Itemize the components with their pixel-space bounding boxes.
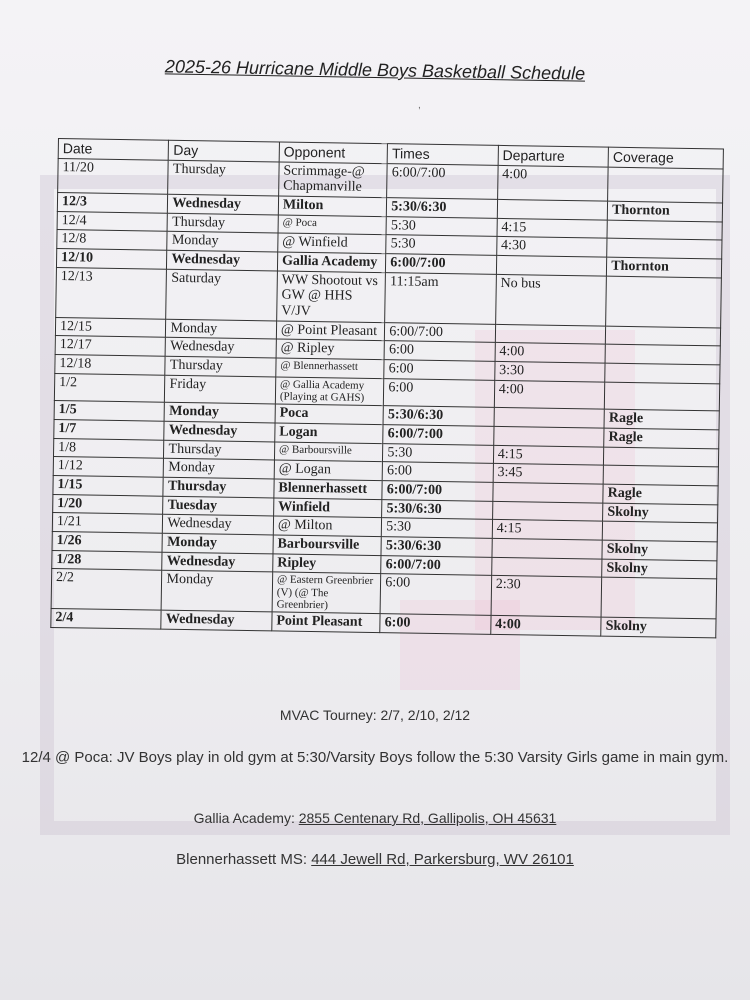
cell-day: Tuesday bbox=[163, 496, 274, 516]
cell-coverage bbox=[605, 382, 720, 411]
cell-departure: 2:30 bbox=[491, 576, 602, 618]
cell-date: 1/5 bbox=[54, 401, 165, 421]
cell-date: 12/18 bbox=[55, 355, 166, 375]
cell-departure: 4:15 bbox=[497, 218, 608, 238]
cell-times: 6:00 bbox=[384, 341, 495, 361]
cell-opponent: @ Milton bbox=[273, 516, 382, 536]
cell-date: 12/15 bbox=[55, 317, 166, 337]
cell-date: 1/20 bbox=[53, 494, 164, 514]
cell-times: 5:30/6:30 bbox=[382, 499, 493, 519]
cell-date: 1/8 bbox=[53, 438, 164, 458]
cell-times: 5:30 bbox=[383, 443, 494, 463]
cell-departure: 4:15 bbox=[492, 520, 603, 540]
cell-day: Monday bbox=[164, 459, 275, 479]
cell-opponent: @ Barboursville bbox=[274, 442, 383, 462]
header-coverage: Coverage bbox=[608, 147, 723, 168]
schedule-table bbox=[50, 138, 724, 638]
cell-date: 1/2 bbox=[54, 373, 165, 402]
cell-departure: 4:00 bbox=[494, 380, 605, 409]
cell-day: Thursday bbox=[163, 477, 274, 497]
header-day: Day bbox=[169, 140, 280, 161]
cell-times: 6:00 bbox=[384, 360, 495, 380]
cell-day: Wednesday bbox=[161, 611, 272, 631]
header-date: Date bbox=[58, 139, 169, 160]
blennerhassett-label: Blennerhassett MS: bbox=[176, 851, 308, 868]
cell-day: Saturday bbox=[166, 269, 277, 321]
cell-opponent: Blennerhassett bbox=[274, 479, 383, 499]
cell-opponent: Ripley bbox=[273, 554, 382, 574]
cell-day: Wednesday bbox=[168, 194, 279, 214]
cell-day: Wednesday bbox=[167, 250, 278, 270]
cell-day: Wednesday bbox=[162, 552, 273, 572]
cell-opponent: @ Gallia Academy (Playing at GAHS) bbox=[275, 377, 384, 406]
cell-coverage bbox=[603, 465, 718, 485]
gallia-label: Gallia Academy: bbox=[193, 810, 295, 826]
cell-day: Thursday bbox=[168, 160, 279, 196]
cell-departure bbox=[493, 426, 604, 446]
cell-day: Wednesday bbox=[166, 338, 277, 358]
cell-coverage: Skolny bbox=[602, 540, 717, 560]
cell-coverage bbox=[602, 521, 717, 541]
cell-opponent: @ Point Pleasant bbox=[276, 321, 385, 341]
cell-date: 1/28 bbox=[52, 550, 163, 570]
cell-times: 6:00/7:00 bbox=[387, 163, 498, 199]
cell-departure: 4:00 bbox=[491, 616, 602, 636]
cell-coverage: Ragle bbox=[604, 409, 719, 429]
header-times: Times bbox=[387, 144, 498, 165]
cell-date: 11/20 bbox=[58, 158, 169, 194]
cell-date: 1/12 bbox=[53, 457, 164, 477]
cell-coverage: Thornton bbox=[607, 257, 722, 277]
cell-opponent: @ Eastern Greenbrier (V) (@ The Greenbrier) bbox=[272, 572, 381, 614]
cell-times: 6:00/7:00 bbox=[385, 322, 496, 342]
cell-departure bbox=[491, 557, 602, 577]
cell-coverage: Ragle bbox=[603, 484, 718, 504]
cell-day: Thursday bbox=[165, 356, 276, 376]
cell-times: 6:00 bbox=[384, 378, 495, 407]
cell-day: Friday bbox=[165, 375, 276, 404]
cell-opponent: WW Shootout vs GW @ HHS V/JV bbox=[277, 271, 386, 323]
cell-times: 6:00/7:00 bbox=[382, 481, 493, 501]
blennerhassett-address: 444 Jewell Rd, Parkersburg, WV 26101 bbox=[311, 851, 574, 868]
poca-note: 12/4 @ Poca: JV Boys play in old gym at 5:30/Varsity Boys follow the 5:30 Varsity Girls game in main gym. bbox=[21, 749, 729, 766]
header-opponent: Opponent bbox=[279, 142, 388, 163]
cell-times: 6:00/7:00 bbox=[383, 425, 494, 445]
cell-coverage bbox=[607, 238, 722, 258]
tourney-note: MVAC Tourney: 2/7, 2/10, 2/12 bbox=[279, 707, 471, 723]
cell-times: 5:30 bbox=[386, 216, 497, 236]
cell-date: 1/15 bbox=[53, 476, 164, 496]
cell-date: 1/7 bbox=[54, 420, 165, 440]
cell-times: 6:00 bbox=[380, 614, 491, 634]
cell-opponent: @ Logan bbox=[274, 460, 383, 480]
cell-times: 5:30/6:30 bbox=[387, 198, 498, 218]
cell-opponent: Logan bbox=[275, 423, 384, 443]
cell-day: Monday bbox=[162, 571, 273, 613]
cell-coverage: Thornton bbox=[608, 201, 723, 221]
cell-date: 12/3 bbox=[57, 193, 168, 213]
cell-times: 11:15am bbox=[385, 272, 496, 324]
cell-date: 2/2 bbox=[51, 569, 162, 611]
cell-day: Monday bbox=[167, 232, 278, 252]
cell-coverage: Skolny bbox=[601, 617, 716, 637]
stray-mark: , bbox=[418, 100, 421, 111]
cell-day: Thursday bbox=[168, 213, 279, 233]
cell-day: Monday bbox=[162, 533, 273, 553]
cell-day: Monday bbox=[166, 319, 277, 339]
cell-date: 12/4 bbox=[57, 211, 168, 231]
cell-departure bbox=[492, 538, 603, 558]
cell-coverage bbox=[606, 276, 722, 328]
gallia-address: 2855 Centenary Rd, Gallipolis, OH 45631 bbox=[298, 810, 557, 826]
page-title: 2025-26 Hurricane Middle Boys Basketball Schedule bbox=[164, 56, 586, 84]
cell-times: 6:00/7:00 bbox=[381, 555, 492, 575]
cell-day: Wednesday bbox=[164, 421, 275, 441]
cell-date: 1/21 bbox=[52, 513, 163, 533]
cell-coverage bbox=[606, 326, 721, 346]
cell-departure: 3:45 bbox=[493, 464, 604, 484]
cell-departure: 4:30 bbox=[496, 237, 607, 257]
cell-coverage: Ragle bbox=[604, 428, 719, 448]
cell-times: 5:30/6:30 bbox=[381, 537, 492, 557]
cell-opponent: Milton bbox=[278, 196, 387, 216]
cell-coverage bbox=[608, 167, 723, 203]
cell-opponent: @ Blennerhassett bbox=[276, 358, 385, 378]
cell-coverage bbox=[604, 447, 719, 467]
cell-date: 2/4 bbox=[51, 609, 162, 629]
cell-opponent: Winfield bbox=[274, 498, 383, 518]
cell-departure bbox=[497, 199, 608, 219]
cell-opponent: Gallia Academy bbox=[277, 252, 386, 272]
cell-departure: 3:30 bbox=[495, 361, 606, 381]
cell-opponent: @ Winfield bbox=[278, 233, 387, 253]
cell-times: 6:00/7:00 bbox=[386, 254, 497, 274]
cell-date: 12/17 bbox=[55, 336, 166, 356]
cell-opponent: @ Poca bbox=[278, 215, 387, 235]
cell-opponent: Poca bbox=[275, 404, 384, 424]
cell-coverage bbox=[601, 578, 716, 620]
cell-coverage: Skolny bbox=[603, 503, 718, 523]
cell-coverage bbox=[607, 220, 722, 240]
cell-times: 5:30/6:30 bbox=[383, 406, 494, 426]
cell-departure bbox=[494, 408, 605, 428]
cell-coverage: Skolny bbox=[602, 559, 717, 579]
cell-departure: 4:15 bbox=[493, 445, 604, 465]
header-departure: Departure bbox=[498, 145, 609, 166]
cell-coverage bbox=[605, 345, 720, 365]
cell-date: 1/26 bbox=[52, 532, 163, 552]
cell-opponent: Barboursville bbox=[273, 535, 382, 555]
cell-date: 12/10 bbox=[56, 249, 167, 269]
blennerhassett-address-line bbox=[0, 851, 750, 868]
cell-departure bbox=[492, 501, 603, 521]
cell-departure bbox=[495, 324, 606, 344]
cell-coverage bbox=[605, 363, 720, 383]
cell-departure: No bus bbox=[495, 274, 606, 326]
cell-departure bbox=[493, 482, 604, 502]
cell-times: 6:00 bbox=[382, 462, 493, 482]
cell-opponent: Scrimmage-@ Chapmanville bbox=[279, 162, 388, 198]
cell-opponent: @ Ripley bbox=[276, 339, 385, 359]
cell-day: Thursday bbox=[164, 440, 275, 460]
cell-day: Wednesday bbox=[163, 515, 274, 535]
cell-date: 12/13 bbox=[56, 267, 167, 319]
cell-times: 5:30 bbox=[386, 235, 497, 255]
gallia-address-line bbox=[0, 810, 750, 826]
cell-departure: 4:00 bbox=[495, 343, 606, 363]
cell-date: 12/8 bbox=[57, 230, 168, 250]
cell-times: 5:30 bbox=[382, 518, 493, 538]
cell-departure: 4:00 bbox=[497, 165, 608, 201]
cell-times: 6:00 bbox=[380, 574, 491, 616]
cell-opponent: Point Pleasant bbox=[272, 612, 381, 632]
cell-departure bbox=[496, 255, 607, 275]
cell-day: Monday bbox=[165, 403, 276, 423]
